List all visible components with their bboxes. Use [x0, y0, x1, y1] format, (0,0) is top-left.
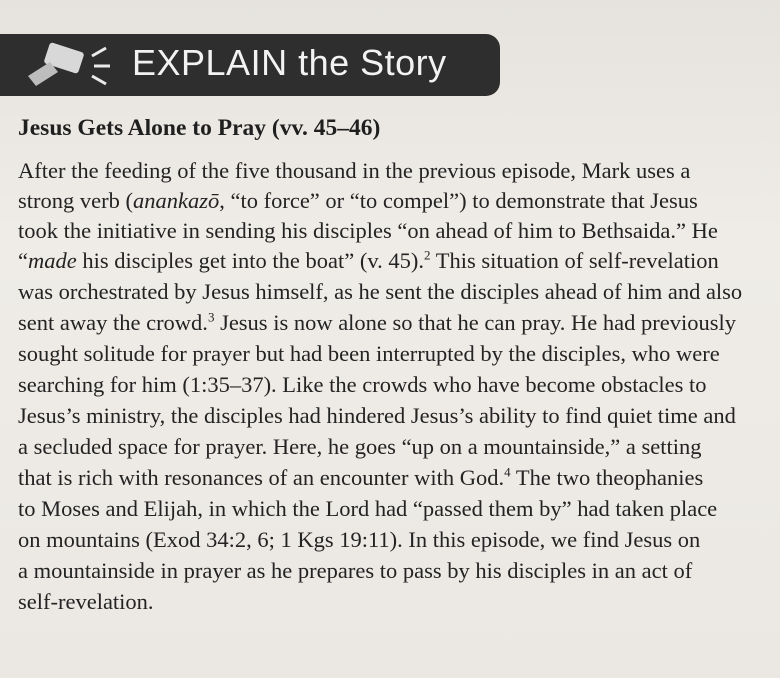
- section-heading: Jesus Gets Alone to Pray (vv. 45–46): [18, 115, 381, 141]
- footnote-marker: 2: [423, 247, 431, 263]
- section-banner-title: EXPLAIN the Story: [132, 42, 447, 83]
- paragraph-line: [18, 188, 698, 214]
- text-run: took the initiative in sending his disciples “on ahead of him to Bethsaida.” He: [18, 218, 718, 243]
- paragraph-line: [18, 403, 736, 429]
- paragraph-line: [18, 558, 692, 584]
- paragraph-line: [18, 589, 154, 615]
- text-run: searching for him (1:35–37). Like the crowds who have become obstacles to: [18, 372, 707, 397]
- text-run: After the feeding of the five thousand in the previous episode, Mark uses a: [18, 158, 691, 183]
- paragraph-line: [18, 158, 690, 184]
- text-run: a mountainside in prayer as he prepares to pass by his disciples in an act of: [18, 558, 693, 583]
- text-run: Jesus’s ministry, the disciples had hindered Jesus’s ability to find quiet time and: [18, 403, 736, 428]
- text-run: sought solitude for prayer but had been interrupted by the disciples, who were: [18, 341, 720, 366]
- text-run: a secluded space for prayer. Here, he goes “up on a mountainside,” a setting: [18, 434, 702, 459]
- italic-term: anankazō: [132, 188, 220, 213]
- paragraph-line: [18, 434, 702, 460]
- paragraph-line: [18, 341, 720, 367]
- paragraph-line: [18, 248, 719, 274]
- text-run: self-revelation.: [18, 589, 154, 614]
- text-run: his disciples get into the boat” (v. 45).: [76, 248, 424, 273]
- paragraph-line: [18, 372, 707, 398]
- text-run: was orchestrated by Jesus himself, as he sent the disciples ahead of him and also: [18, 279, 743, 304]
- megaphone-icon: [6, 42, 116, 90]
- text-run: “: [18, 248, 28, 273]
- text-run: on mountains (Exod 34:2, 6; 1 Kgs 19:11). In this episode, we find Jesus on: [18, 527, 701, 552]
- paragraph-line: [18, 218, 718, 244]
- footnote-marker: 4: [504, 464, 511, 480]
- text-run: , “to force” or “to compel”) to demonstrate that Jesus: [219, 188, 698, 213]
- paragraph-line: [18, 527, 700, 553]
- paragraph-line: [18, 310, 736, 336]
- text-run: that is rich with resonances of an encounter with God.: [18, 465, 505, 490]
- paragraph-line: [18, 496, 717, 522]
- paragraph-line: [18, 279, 742, 305]
- text-run: Jesus is now alone so that he can pray. He had previously: [214, 310, 736, 335]
- text-run: strong verb (: [18, 188, 133, 213]
- footnote-marker: 3: [207, 309, 215, 325]
- text-run: to Moses and Elijah, in which the Lord had “passed them by” had taken place: [18, 496, 718, 521]
- text-run: The two theophanies: [510, 465, 704, 490]
- italic-term: made: [28, 248, 77, 273]
- text-run: sent away the crowd.: [18, 310, 208, 335]
- text-run: This situation of self-revelation: [430, 248, 719, 273]
- section-banner: [0, 34, 500, 96]
- paragraph-line: [18, 465, 703, 491]
